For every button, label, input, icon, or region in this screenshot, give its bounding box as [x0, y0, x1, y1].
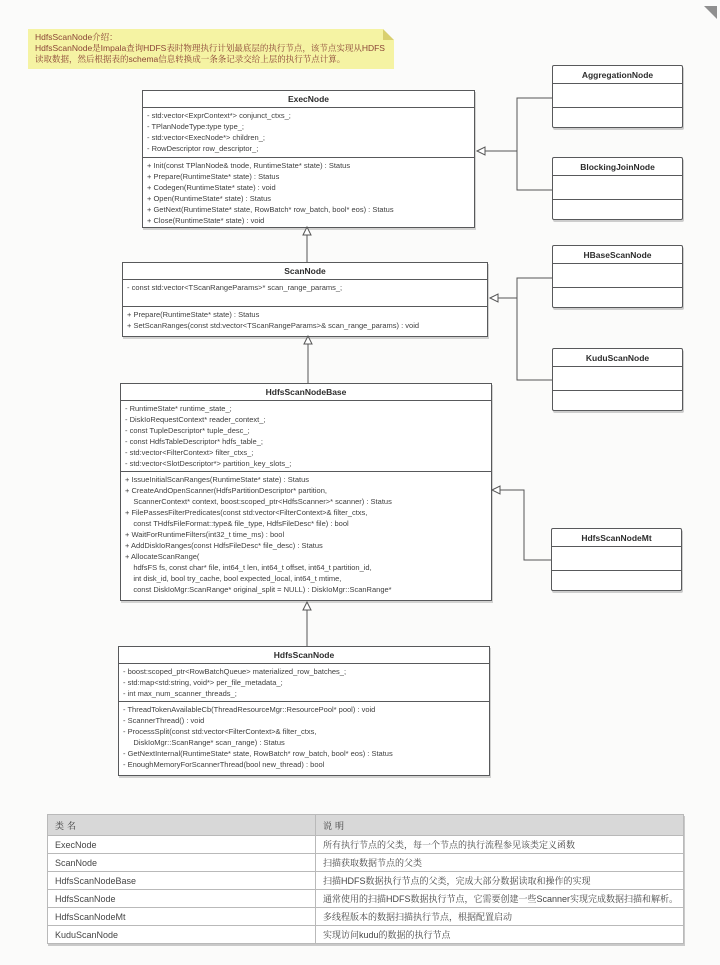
class-member-line: - ScannerThread() : void: [123, 716, 205, 725]
empty-compartment: [553, 108, 682, 127]
class-member-line: - DiskIoRequestContext* reader_context_;: [125, 415, 266, 424]
class-methods: [143, 157, 474, 227]
class-member-line: + Close(RuntimeState* state) : void: [147, 216, 265, 225]
class-member-line: - ThreadTokenAvailableCb(ThreadResourceMgr::ResourcePool* pool) : void: [123, 705, 376, 714]
class-member-line: + Prepare(RuntimeState* state) : Status: [127, 310, 260, 319]
class-box-scannode: [122, 262, 488, 337]
table-cell: HdfsScanNodeBase: [48, 872, 316, 890]
note-body: HdfsScanNode是Impala查询HDFS表时物理执行计划最底层的执行节点，该节点实现从HDFS读取数据，然后根据表的schema信息转换成一条条记录交给上层的执行节点计算。: [35, 43, 385, 64]
class-member-line: - RuntimeState* runtime_state_;: [125, 404, 232, 413]
table-row: [48, 872, 684, 890]
class-member-line: - std:vector<ExecNode*> children_;: [147, 133, 265, 142]
class-member-line: + Prepare(RuntimeState* state) : Status: [147, 172, 280, 181]
table-cell: 通常使用的扫描HDFS数据执行节点，它需要创建一些Scanner实现完成数据扫描和解析。: [316, 890, 684, 908]
empty-compartment: [553, 200, 682, 219]
table-row: [48, 854, 684, 872]
legend-table-head: [48, 815, 684, 836]
class-methods: [121, 471, 491, 600]
class-title: AggregationNode: [553, 66, 682, 84]
empty-compartment: [553, 367, 682, 391]
class-attributes: [143, 108, 474, 157]
note-fold-icon: [383, 29, 394, 40]
table-header-description: 说明: [316, 815, 684, 836]
class-member-line: - EnoughMemoryForScannerThread(bool new_thread) : bool: [123, 760, 325, 769]
table-cell: HdfsScanNodeMt: [48, 908, 316, 926]
inheritance-arrow-hdfsscannodemt-to-hdfsscannodebase: [492, 486, 551, 560]
class-member-line: - const HdfsTableDescriptor* hdfs_table_;: [125, 437, 263, 446]
class-attributes: [121, 401, 491, 471]
class-member-line: - const TupleDescriptor* tuple_desc_;: [125, 426, 250, 435]
page-corner-fold-icon: [704, 6, 717, 19]
empty-compartment: [552, 571, 681, 590]
empty-compartment: [553, 84, 682, 108]
inheritance-arrow-scannode-to-execnode: [303, 227, 311, 262]
class-title: ScanNode: [123, 263, 487, 280]
class-attributes: [119, 664, 489, 701]
table-cell: 多线程版本的数据扫描执行节点，根据配置启动: [316, 908, 684, 926]
class-member-line: ScannerContext* context, boost:scoped_ptr<HdfsScanner>* scanner) : Status: [125, 497, 392, 506]
class-member-line: + AllocateScanRange(: [125, 552, 200, 561]
class-member-line: + SetScanRanges(const std:vector<TScanRangeParams>& scan_range_params) : void: [127, 321, 420, 330]
table-row: [48, 836, 684, 854]
table-cell: HdfsScanNode: [48, 890, 316, 908]
class-member-line: - boost:scoped_ptr<RowBatchQueue> materialized_row_batches_;: [123, 667, 347, 676]
empty-compartment: [553, 176, 682, 200]
table-cell: 实现访问kudu的数据的执行节点: [316, 926, 684, 944]
class-box-aggregationnode: [552, 65, 683, 128]
class-member-line: - std:map<std:string, void*> per_file_metadata_;: [123, 678, 283, 687]
note-title: HdfsScanNode介绍：: [35, 32, 118, 42]
table-cell: ScanNode: [48, 854, 316, 872]
table-header-row: [48, 815, 684, 836]
class-member-line: DiskIoMgr::ScanRange* scan_range) : Status: [123, 738, 285, 747]
class-member-line: + Init(const TPlanNode& tnode, RuntimeState* state) : Status: [147, 161, 351, 170]
table-cell: 扫描HDFS数据执行节点的父类，完成大部分数据读取和操作的实现: [316, 872, 684, 890]
empty-compartment: [553, 264, 682, 288]
table-cell: 扫描获取数据节点的父类: [316, 854, 684, 872]
class-member-line: - std:vector<SlotDescriptor*> partition_key_slots_;: [125, 459, 292, 468]
class-member-line: + AddDiskIoRanges(const HdfsFileDesc* file_desc) : Status: [125, 541, 323, 550]
class-member-line: - GetNextInternal(RuntimeState* state, RowBatch* row_batch, bool* eos) : Status: [123, 749, 393, 758]
class-member-line: + WaitForRuntimeFilters(int32_t time_ms) : bool: [125, 530, 285, 539]
class-member-line: const DiskIoMgr:ScanRange* original_split = NULL) : DiskIoMgr::ScanRange*: [125, 585, 392, 594]
class-box-hdfsscannodemt: [551, 528, 682, 591]
class-member-line: + Open(RuntimeState* state) : Status: [147, 194, 272, 203]
class-member-line: + FilePassesFilterPredicates(const std:vector<FilterContext>& filter_ctxs,: [125, 508, 368, 517]
class-member-line: hdfsFS fs, const char* file, int64_t len, int64_t offset, int64_t partition_id,: [125, 563, 372, 572]
class-title: HBaseScanNode: [553, 246, 682, 264]
inheritance-arrow-sidenodes-to-execnode: [477, 98, 552, 190]
class-title: BlockingJoinNode: [553, 158, 682, 176]
sticky-note: [28, 29, 394, 69]
class-box-hdfsscannode: [118, 646, 490, 776]
table-cell: 所有执行节点的父类，每一个节点的执行流程参见该类定义函数: [316, 836, 684, 854]
class-member-line: int disk_id, bool try_cache, bool expected_local, int64_t mtime,: [125, 574, 342, 583]
class-member-line: - TPlanNodeType:type type_;: [147, 122, 245, 131]
table-row: [48, 890, 684, 908]
class-box-blockingjoinnode: [552, 157, 683, 220]
class-title: HdfsScanNodeMt: [552, 529, 681, 547]
class-title: KuduScanNode: [553, 349, 682, 367]
table-row: [48, 908, 684, 926]
inheritance-arrow-hdfsscannode-to-hdfsscannodebase: [303, 602, 311, 646]
class-member-line: - RowDescriptor row_descriptor_;: [147, 144, 259, 153]
class-member-line: + Codegen(RuntimeState* state) : void: [147, 183, 276, 192]
class-member-line: + CreateAndOpenScanner(HdfsPartitionDescriptor* partition,: [125, 486, 327, 495]
table-cell: ExecNode: [48, 836, 316, 854]
class-box-execnode: [142, 90, 475, 228]
class-box-kuduscannode: [552, 348, 683, 411]
class-member-line: - const std:vector<TScanRangeParams>* scan_range_params_;: [127, 283, 343, 292]
class-member-line: + IssueInitialScanRanges(RuntimeState* state) : Status: [125, 475, 310, 484]
class-member-line: + GetNext(RuntimeState* state, RowBatch* row_batch, bool* eos) : Status: [147, 205, 394, 214]
class-member-line: - ProcessSplit(const std:vector<FilterContext>& filter_ctxs,: [123, 727, 317, 736]
class-methods: [123, 306, 487, 336]
class-member-line: - std:vector<FilterContext> filter_ctxs_;: [125, 448, 254, 457]
class-member-line: const THdfsFileFormat::type& file_type, HdfsFileDesc* file) : bool: [125, 519, 349, 528]
class-box-hbasescannode: [552, 245, 683, 308]
class-attributes: [123, 280, 487, 306]
inheritance-arrow-sidenodes-to-scannode: [490, 278, 552, 380]
empty-compartment: [552, 547, 681, 571]
class-member-line: - int max_num_scanner_threads_;: [123, 689, 237, 698]
empty-compartment: [553, 288, 682, 307]
legend-table: [47, 814, 684, 944]
class-methods: [119, 701, 489, 775]
class-title: HdfsScanNodeBase: [121, 384, 491, 401]
table-header-classname: 类名: [48, 815, 316, 836]
class-member-line: - std:vector<ExprContext*> conjunct_ctxs_;: [147, 111, 291, 120]
table-cell: KuduScanNode: [48, 926, 316, 944]
legend-table-body: [48, 836, 684, 944]
empty-compartment: [553, 391, 682, 410]
table-row: [48, 926, 684, 944]
class-box-hdfsscannodebase: [120, 383, 492, 601]
class-title: ExecNode: [143, 91, 474, 108]
inheritance-arrow-hdfsscannodebase-to-scannode: [304, 336, 312, 383]
class-title: HdfsScanNode: [119, 647, 489, 664]
